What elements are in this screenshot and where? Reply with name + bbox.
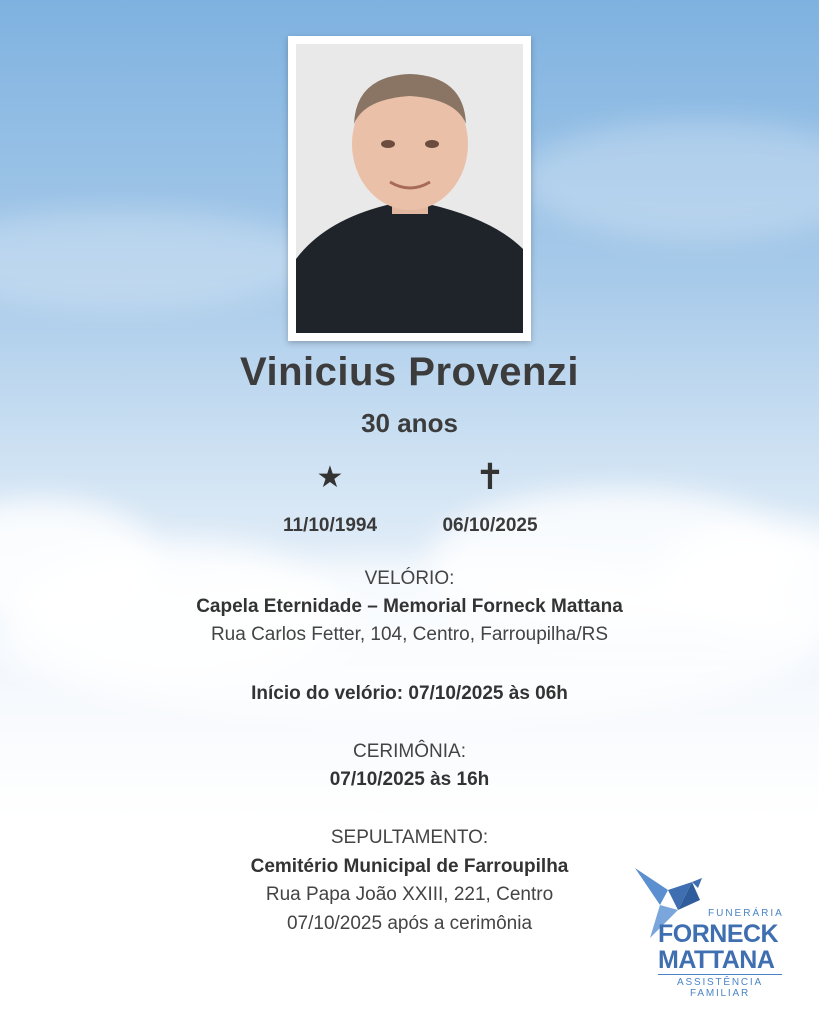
star-icon: ★: [316, 461, 344, 494]
wake-heading: VELÓRIO:: [364, 568, 455, 589]
ceremony-heading: CERIMÔNIA:: [353, 741, 466, 762]
logo-line2: MATTANA: [658, 946, 775, 974]
portrait-photo: [296, 44, 523, 333]
portrait-frame: [288, 36, 531, 341]
cross-icon: ✝: [474, 456, 506, 497]
burial-heading: SEPULTAMENTO:: [330, 827, 489, 848]
funeral-home-logo: [630, 860, 790, 999]
burial-place: Cemitério Municipal de Farroupilha: [250, 856, 569, 877]
wake-place: Capela Eternidade – Memorial Forneck Mattana: [196, 596, 623, 617]
burial-time: 07/10/2025 após a cerimônia: [286, 913, 533, 934]
deceased-name: Vinicius Provenzi: [240, 350, 579, 394]
wake-address: Rua Carlos Fetter, 104, Centro, Farroupilha/RS: [210, 624, 609, 645]
burial-address: Rua Papa João XXIII, 221, Centro: [265, 884, 554, 905]
logo-line1: FORNECK: [658, 920, 779, 948]
deceased-age: 30 anos: [361, 408, 458, 438]
ceremony-datetime: 07/10/2025 às 16h: [329, 769, 490, 790]
logo-tagline: ASSISTÊNCIA FAMILIAR: [658, 974, 782, 999]
birth-date: 11/10/1994: [282, 515, 378, 536]
death-date: 06/10/2025: [442, 515, 538, 536]
logo-top-text: FUNERÁRIA: [708, 908, 784, 919]
wake-start: Início do velório: 07/10/2025 às 06h: [251, 683, 568, 704]
